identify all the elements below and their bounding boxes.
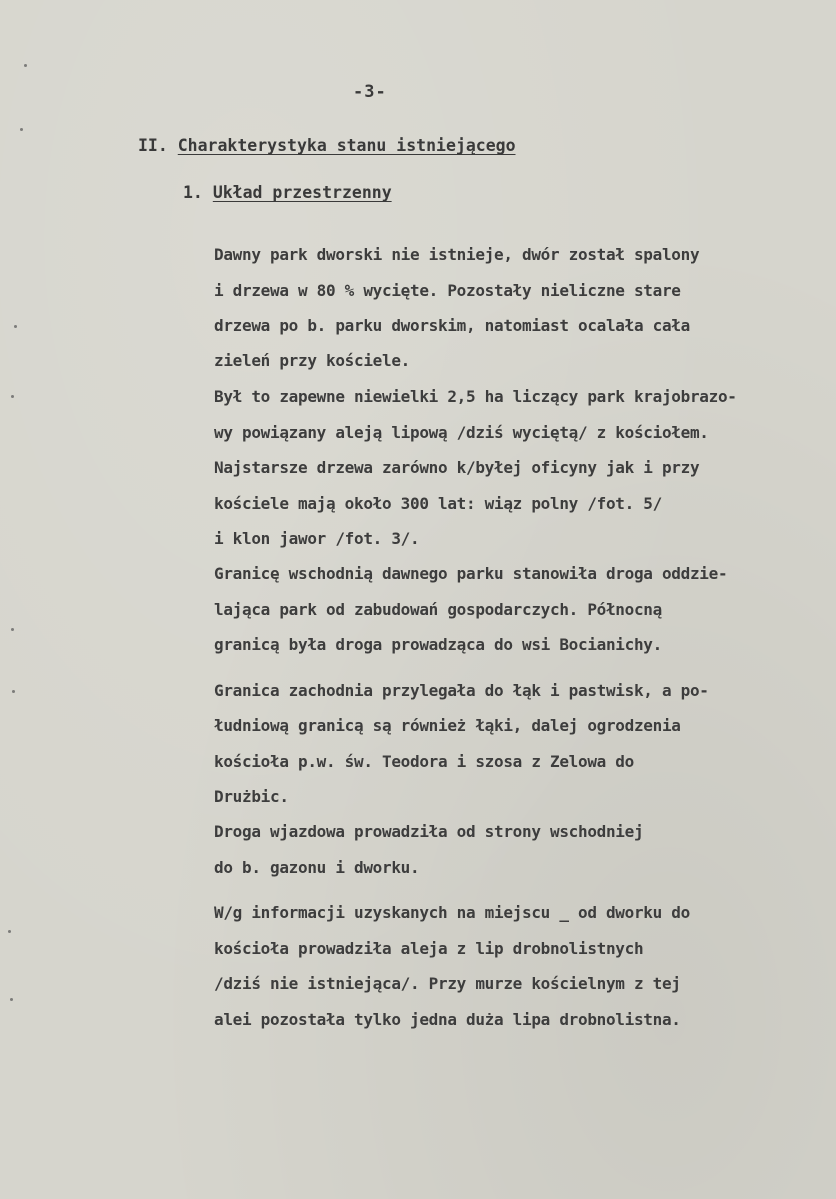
- body-line: alei pozostała tylko jedna duża lipa drobnolistna.: [214, 1010, 681, 1029]
- body-line: drzewa po b. parku dworskim, natomiast ocalała cała: [214, 316, 690, 335]
- paper-speck: [10, 998, 13, 1001]
- paper-speck: [12, 690, 15, 693]
- body-line: Dawny park dworski nie istnieje, dwór został spalony: [214, 245, 700, 264]
- subsection-heading: [183, 183, 392, 202]
- body-line: i drzewa w 80 % wycięte. Pozostały nieliczne stare: [214, 281, 681, 300]
- body-line: W/g informacji uzyskanych na miejscu _ od dworku do: [214, 903, 690, 922]
- paper-speck: [24, 64, 27, 67]
- subsection-number: 1.: [183, 183, 203, 202]
- body-line: łudniową granicą są również łąki, dalej ogrodzenia: [214, 716, 681, 735]
- body-line: Granicę wschodnią dawnego parku stanowiła droga oddzie-: [214, 564, 728, 583]
- body-line: /dziś nie istniejąca/. Przy murze kościelnym z tej: [214, 974, 681, 993]
- section-number: II.: [138, 136, 168, 155]
- body-line: granicą była droga prowadząca do wsi Bocianichy.: [214, 635, 662, 654]
- body-line: zieleń przy kościele.: [214, 351, 410, 370]
- paper-speck: [8, 930, 11, 933]
- body-line: do b. gazonu i dworku.: [214, 858, 420, 877]
- section-title: Charakterystyka stanu istniejącego: [177, 136, 516, 155]
- body-line: kościoła p.w. św. Teodora i szosa z Zelowa do: [214, 752, 634, 771]
- page-number: -3-: [353, 82, 387, 102]
- paper-speck: [11, 395, 14, 398]
- body-line: Najstarsze drzewa zarówno k/byłej oficyny jak i przy: [214, 458, 700, 477]
- body-line: Był to zapewne niewielki 2,5 ha liczący park krajobrazo-: [214, 387, 737, 406]
- body-line: Drużbic.: [214, 787, 289, 806]
- body-line: kościele mają około 300 lat: wiąz polny /fot. 5/: [214, 494, 662, 513]
- paper-speck: [20, 128, 23, 131]
- body-line: Granica zachodnia przylegała do łąk i pastwisk, a po-: [214, 681, 709, 700]
- body-line: kościoła prowadziła aleja z lip drobnolistnych: [214, 939, 644, 958]
- body-line: Droga wjazdowa prowadziła od strony wschodniej: [214, 822, 644, 841]
- subsection-title: Układ przestrzenny: [212, 183, 392, 202]
- body-line: lająca park od zabudowań gospodarczych. Północną: [214, 600, 662, 619]
- paper-speck: [11, 628, 14, 631]
- body-line: i klon jawor /fot. 3/.: [214, 529, 420, 548]
- body-line: wy powiązany aleją lipową /dziś wyciętą/ z kościołem.: [214, 423, 709, 442]
- section-heading: [138, 136, 532, 155]
- paper-speck: [14, 325, 17, 328]
